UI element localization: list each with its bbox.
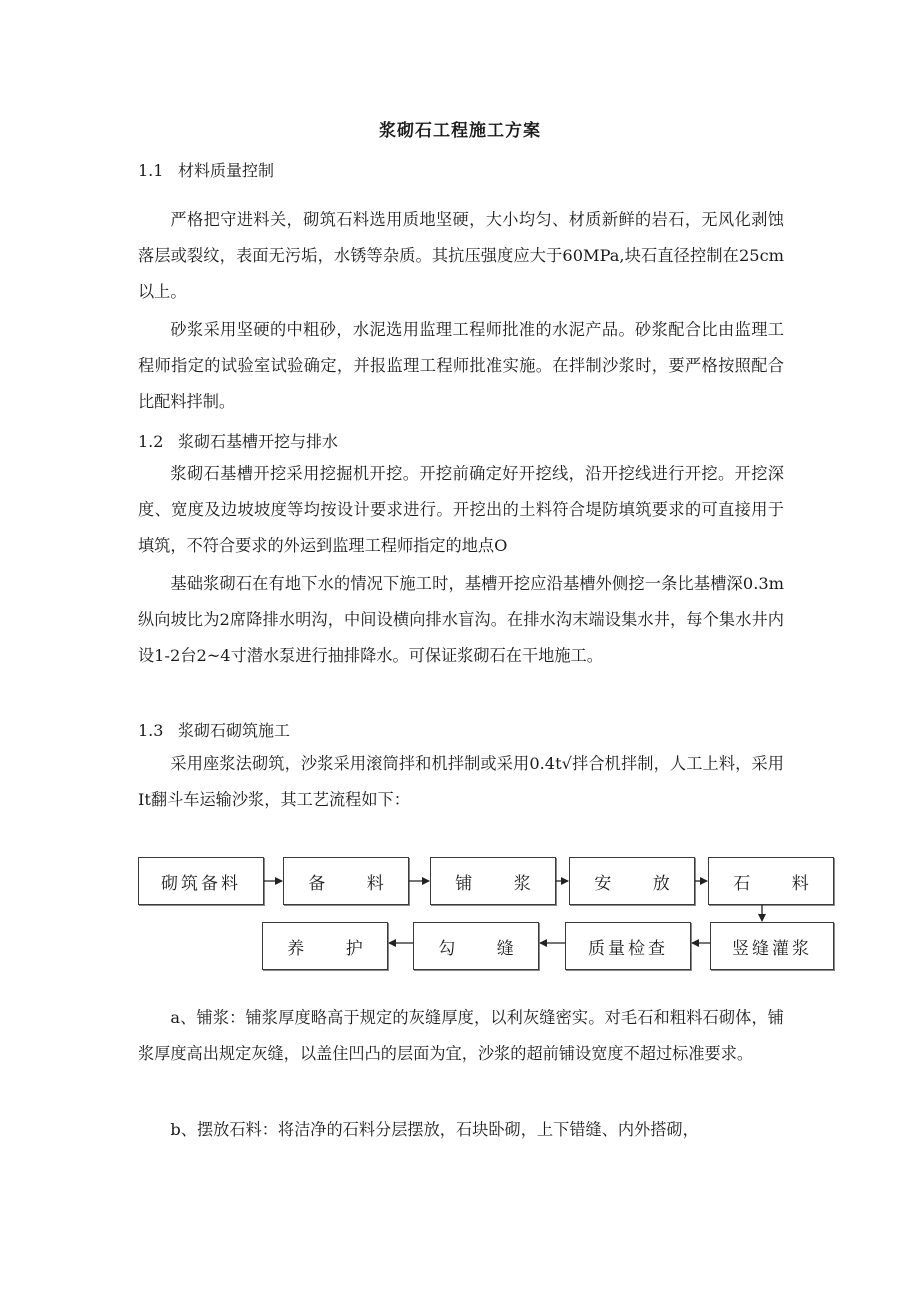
section-title: 浆砌石基槽开挖与排水	[178, 432, 339, 451]
paragraph-step-a-mortar: a、铺浆：铺浆厚度略高于规定的灰缝厚度，以利灰缝密实。对毛石和粗料石砌体，铺浆厚度高出规定灰缝，以盖住凹凸的层面为宜，沙浆的超前铺设宽度不超过标准要求。	[138, 1008, 784, 1063]
section-number: 1.1	[138, 161, 164, 180]
paragraph-material-stone: 严格把守进料关，砌筑石料选用质地坚硬，大小均匀、材质新鲜的岩石，无风化剥蚀落层或裂纹，表面无污垢，水锈等杂质。其抗压强度应大于60MPa,块石直径控制在25cm以上。	[138, 210, 784, 301]
document-title: 浆砌石工程施工方案	[379, 121, 541, 141]
flow-step-stone: 石 料	[708, 857, 834, 905]
paragraph-drainage: 基础浆砌石在有地下水的情况下施工时，基槽开挖应沿基槽外侧挖一条比基槽深0.3m纵向坡比为2席降排水明沟，中间设横向排水盲沟。在排水沟末端设集水井，每个集水井内设1-2台2~4寸潜水泵进行抽排降水。可保证浆砌石在干地施工。	[138, 574, 784, 665]
flow-step-material-prep: 砌筑备料	[138, 857, 264, 905]
flow-step-quality-check: 质量检查	[565, 922, 691, 970]
flow-step-curing: 养 护	[262, 922, 388, 970]
flow-step-place: 安 放	[569, 857, 695, 905]
section-number: 1.3	[138, 721, 164, 740]
flow-step-vertical-joint-grouting: 竖缝灌浆	[710, 922, 834, 970]
section-title: 浆砌石砌筑施工	[178, 721, 291, 740]
flow-step-prepare-material: 备 料	[283, 857, 409, 905]
paragraph-material-mortar: 砂浆采用坚硬的中粗砂，水泥选用监理工程师批准的水泥产品。砂浆配合比由监理工程师指定的试验室试验确定，并报监理工程师批准实施。在拌制沙浆时，要严格按照配合比配料拌制。	[138, 320, 784, 411]
flow-step-pointing: 勾 缝	[413, 922, 539, 970]
paragraph-excavation: 浆砌石基槽开挖采用挖掘机开挖。开挖前确定好开挖线，沿开挖线进行开挖。开挖深度、宽度及边坡坡度等均按设计要求进行。开挖出的土料符合堤防填筑要求的可直接用于填筑，不符合要求的外运到监理工程师指定的地点O	[138, 464, 784, 555]
section-number: 1.2	[138, 432, 164, 451]
section-title: 材料质量控制	[178, 161, 275, 180]
paragraph-step-b-place-stone: b、摆放石料：将洁净的石料分层摆放，石块卧砌，上下错缝、内外搭砌，	[170, 1120, 699, 1139]
flow-step-lay-mortar: 铺 浆	[430, 857, 556, 905]
paragraph-masonry-method: 采用座浆法砌筑，沙浆采用滚筒拌和机拌制或采用0.4t√拌合机拌制，人工上料，采用It翻斗车运输沙浆，其工艺流程如下：	[138, 754, 784, 809]
